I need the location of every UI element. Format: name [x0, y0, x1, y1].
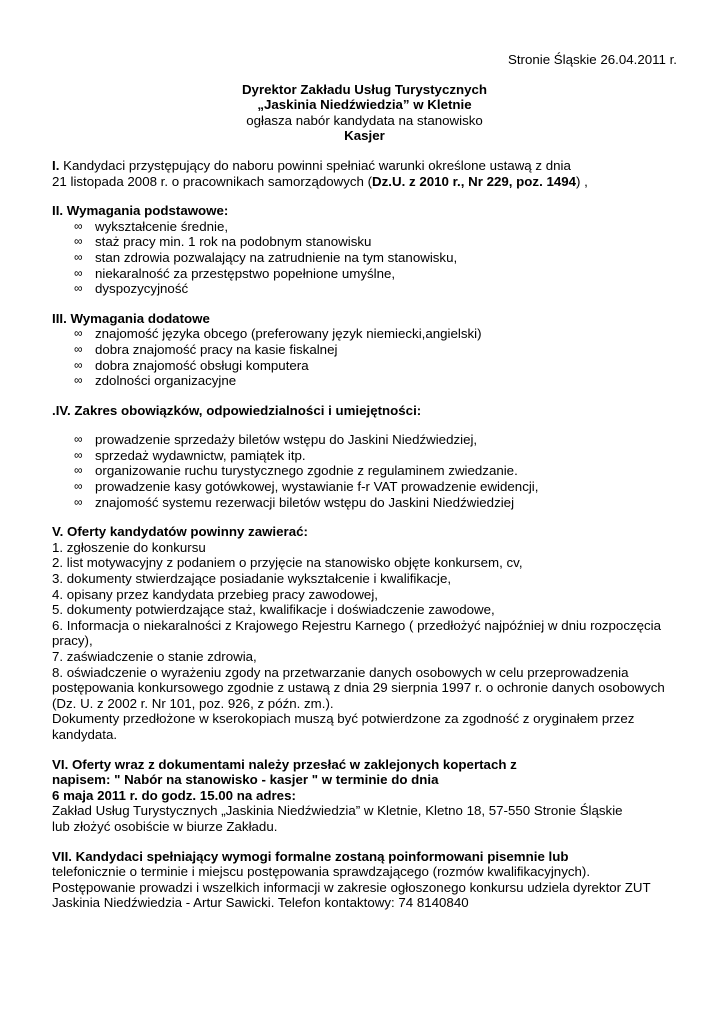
section-2-list-item — [74, 266, 677, 282]
section-4-list-item — [74, 432, 677, 448]
announcement-document — [52, 52, 677, 911]
section-1-text-c: ) , — [576, 173, 588, 189]
section-2-heading: II. Wymagania podstawowe: — [52, 203, 229, 219]
section-5-list-item: 7. zaświadczenie o stanie zdrowia, — [52, 649, 257, 664]
infinity-bullet-icon: ∞ — [74, 265, 83, 280]
section-3-item-text: dobra znajomość pracy na kasie fiskalnej — [95, 341, 338, 357]
section-5-list-item: 3. dokumenty stwierdzające posiadanie wykształcenie i kwalifikacje, — [52, 571, 452, 587]
section-2-list-item — [74, 281, 677, 297]
section-4-item-text: sprzedaż wydawnictw, pamiątek itp. — [95, 447, 306, 463]
date-line: Stronie Śląskie 26.04.2011 r. — [507, 52, 677, 67]
section-2-item-text: niekaralność za przestępstwo popełnione umyślne, — [95, 265, 396, 281]
section-4-item-text: prowadzenie kasy gotówkowej, wystawianie f-r VAT prowadzenie ewidencji, — [95, 479, 539, 495]
infinity-bullet-icon: ∞ — [74, 341, 83, 356]
section-2-list-item — [74, 234, 677, 250]
section-7 — [52, 849, 677, 911]
infinity-bullet-icon: ∞ — [74, 432, 83, 447]
section-4-heading: .IV. Zakres obowiązków, odpowiedzialności i umiejętności: — [52, 402, 422, 418]
section-3-list-item — [74, 373, 677, 389]
section-4-list-item — [74, 495, 677, 511]
section-4-item-text: organizowanie ruchu turystycznego zgodnie z regulaminem zwiedzanie. — [95, 463, 518, 479]
section-1-text-b: 21 listopada 2008 r. o pracownikach samorządowych ( — [52, 173, 373, 189]
section-5-list-item: 4. opisany przez kandydata przebieg pracy zawodowej, — [52, 586, 378, 602]
infinity-bullet-icon: ∞ — [74, 357, 83, 372]
section-2-item-text: wykształcenie średnie, — [95, 218, 229, 234]
section-4-list-item — [74, 479, 677, 495]
section-3-item-text: znajomość języka obcego (preferowany język niemiecki,angielski) — [95, 326, 482, 342]
section-4 — [52, 403, 677, 511]
section-5 — [52, 524, 677, 742]
section-3-heading: III. Wymagania dodatowe — [52, 310, 210, 326]
header-employer-name: „Jaskinia Niedźwiedzia” w Kletnie — [257, 97, 472, 113]
infinity-bullet-icon: ∞ — [74, 326, 83, 341]
infinity-bullet-icon: ∞ — [74, 249, 83, 264]
section-6-heading-2: napisem: " Nabór na stanowisko - kasjer " w terminie do dnia — [52, 772, 439, 788]
infinity-bullet-icon: ∞ — [74, 463, 83, 478]
section-1-number: I. — [52, 157, 60, 173]
section-2-item-text: stan zdrowia pozwalający na zatrudnienie na tym stanowisku, — [95, 249, 458, 265]
section-5-heading: V. Oferty kandydatów powinny zawierać: — [52, 524, 308, 540]
infinity-bullet-icon: ∞ — [74, 234, 83, 249]
infinity-bullet-icon: ∞ — [74, 218, 83, 233]
section-5-list-item: 5. dokumenty potwierdzające staż, kwalifikacje i doświadczenie zawodowe, — [52, 602, 495, 618]
section-2-list-item — [74, 250, 677, 266]
section-1-line-2 — [52, 174, 677, 190]
section-1-text-a: Kandydaci przystępujący do naboru powinni spełniać warunki określone ustawą z dnia — [59, 157, 571, 173]
section-2-list — [52, 219, 677, 297]
section-1-legal-reference: Dz.U. z 2010 r., Nr 229, poz. 1494 — [372, 173, 577, 189]
document-header — [52, 82, 677, 144]
section-3-list-item — [74, 358, 677, 374]
section-6-deadline: 6 maja 2011 r. do godz. 15.00 na adres: — [52, 787, 296, 803]
header-announcement: ogłasza nabór kandydata na stanowisko — [246, 112, 483, 128]
section-2-item-text: staż pracy min. 1 rok na podobnym stanowisku — [95, 234, 372, 250]
infinity-bullet-icon: ∞ — [74, 447, 83, 462]
section-7-line-4: Jaskinia Niedźwiedzia - Artur Sawicki. Telefon kontaktowy: 74 8140840 — [52, 895, 469, 911]
section-6-heading-1: VI. Oferty wraz z dokumentami należy przesłać w zaklejonych kopertach z — [52, 756, 517, 772]
section-6 — [52, 757, 677, 835]
header-employer: Dyrektor Zakładu Usług Turystycznych — [241, 81, 488, 97]
section-5-list — [52, 540, 677, 712]
section-1 — [52, 158, 677, 189]
section-6-alternative: lub złożyć osobiście w biurze Zakładu. — [52, 818, 278, 834]
section-7-line-2: telefonicznie o terminie i miejscu postępowania sprawdzającego (rozmów kwalifikacyjnych). — [52, 864, 591, 880]
section-3-item-text: zdolności organizacyjne — [95, 373, 237, 389]
section-2 — [52, 203, 677, 297]
section-5-list-item: 8. oświadczenie o wyrażeniu zgody na przetwarzanie danych osobowych w celu przeprowadzenia postępowania konkursowego zgodnie z ustawą z dnia 29 sierpnia 1997 r. o ochronie danych osobowych (Dz. U. z 2002 r. Nr 101, poz. 926, z późn. zm.). — [52, 664, 665, 711]
section-3-list — [52, 326, 677, 388]
section-2-item-text: dyspozycyjność — [95, 281, 189, 297]
section-3-list-item — [74, 342, 677, 358]
infinity-bullet-icon: ∞ — [74, 479, 83, 494]
section-3-item-text: dobra znajomość obsługi komputera — [95, 357, 309, 373]
section-5-list-item: 2. list motywacyjny z podaniem o przyjęcie na stanowisko objęte konkursem, cv, — [52, 555, 523, 571]
section-7-line-3: Postępowanie prowadzi i wszelkich informacji w zakresie ogłoszonego konkursu udziela dyrektor ZUT — [52, 879, 651, 895]
section-5-list-item: 6. Informacja o niekaralności z Krajowego Rejestru Karnego ( przedłożyć najpóźniej w dniu rozpoczęcia pracy), — [52, 617, 662, 649]
section-4-list-item — [74, 463, 677, 479]
header-position: Kasjer — [344, 128, 385, 144]
section-4-item-text: prowadzenie sprzedaży biletów wstępu do Jaskini Niedźwiedziej, — [95, 432, 478, 448]
section-4-list-item — [74, 448, 677, 464]
section-2-list-item — [74, 219, 677, 235]
section-7-heading: VII. Kandydaci spełniający wymogi formalne zostaną poinformowani pisemnie lub — [52, 848, 569, 864]
infinity-bullet-icon: ∞ — [74, 373, 83, 388]
section-1-line-1 — [52, 158, 677, 174]
section-5-list-item: 1. zgłoszenie do konkursu — [52, 539, 206, 555]
infinity-bullet-icon: ∞ — [74, 494, 83, 509]
infinity-bullet-icon: ∞ — [74, 281, 83, 296]
section-3-list-item — [74, 326, 677, 342]
section-4-list — [52, 432, 677, 510]
section-6-address: Zakład Usług Turystycznych „Jaskinia Niedźwiedzia” w Kletnie, Kletno 18, 57-550 Stronie Śląskie — [52, 803, 623, 819]
section-3 — [52, 311, 677, 389]
section-5-note: Dokumenty przedłożone w kserokopiach muszą być potwierdzone za zgodność z oryginałem przez kandydata. — [52, 711, 635, 742]
section-4-item-text: znajomość systemu rezerwacji biletów wstępu do Jaskini Niedźwiedziej — [95, 494, 515, 510]
